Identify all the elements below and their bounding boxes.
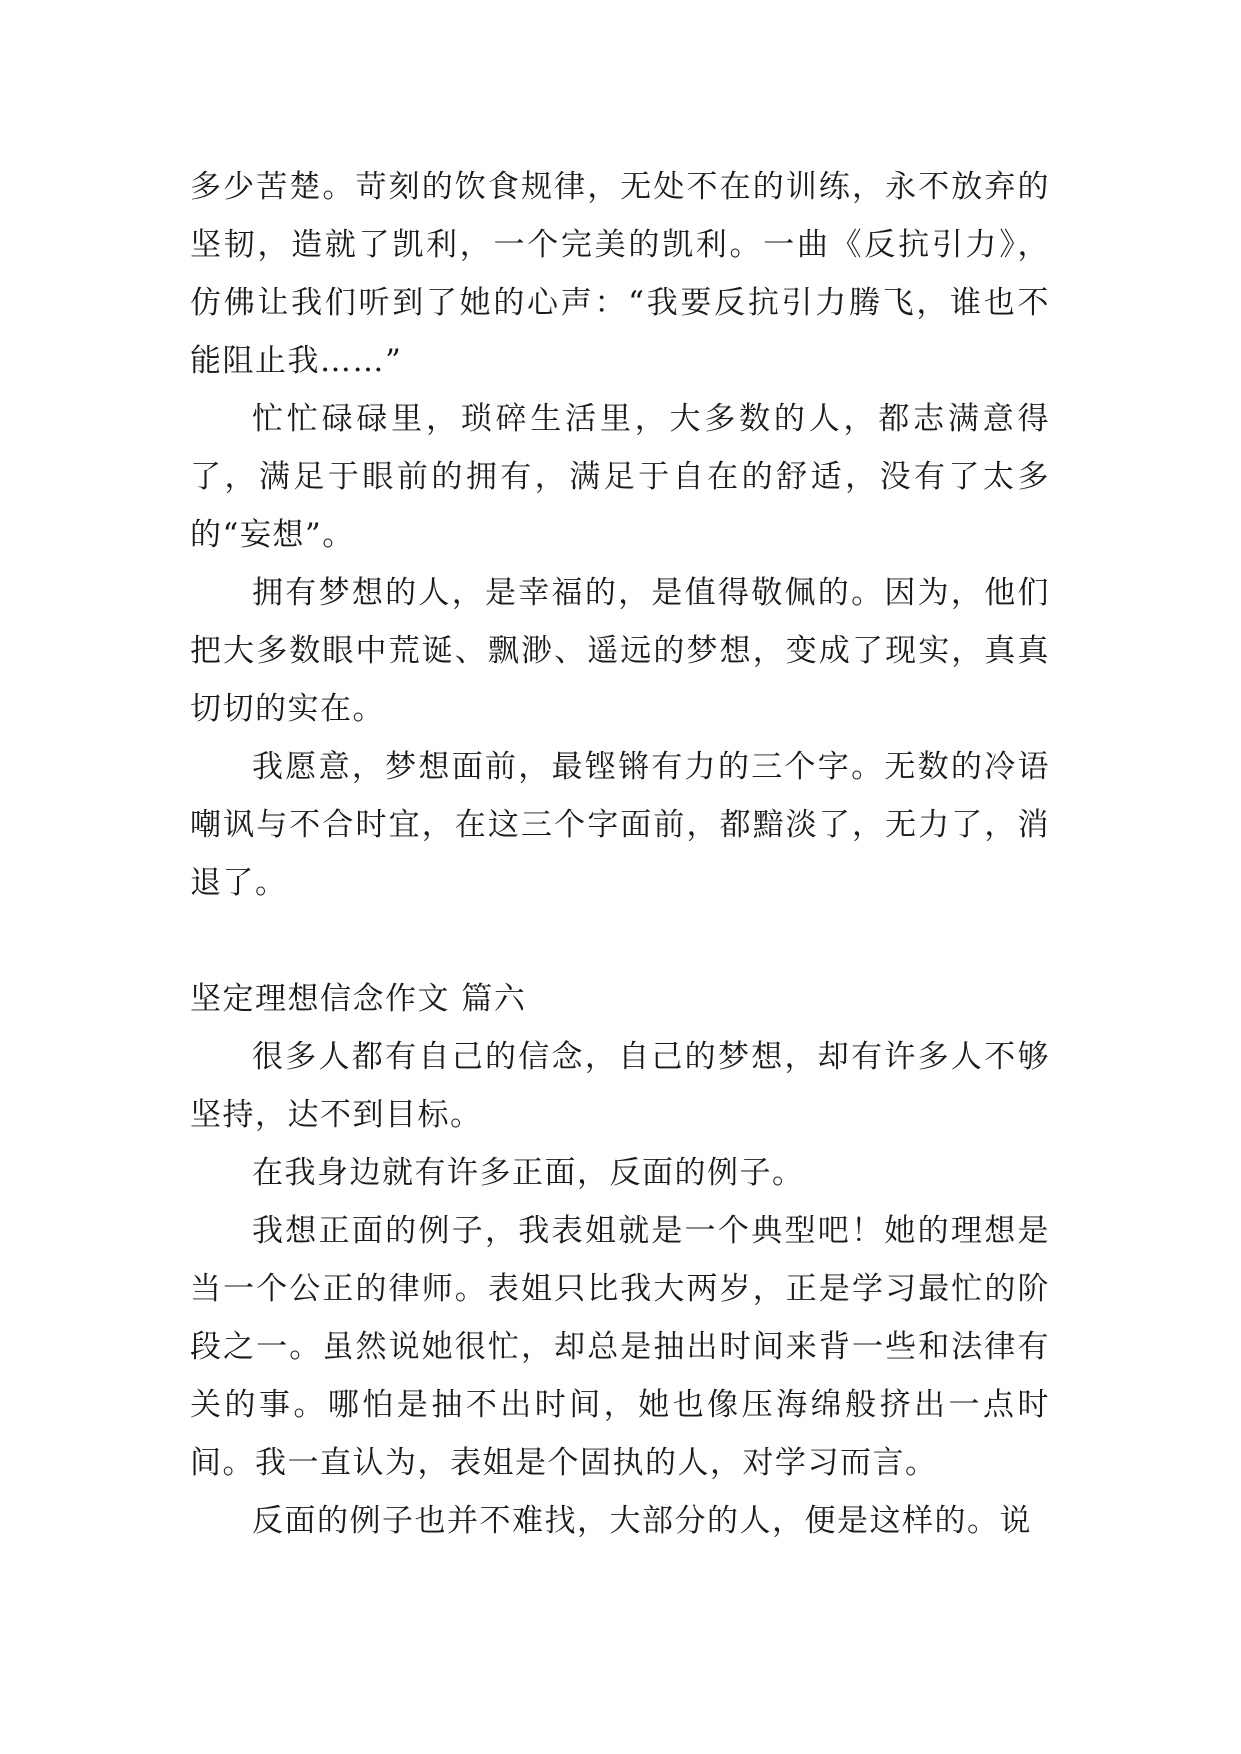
paragraph: 拥有梦想的人，是幸福的，是值得敬佩的。因为，他们把大多数眼中荒诞、飘渺、遥远的梦想，变成了现实，真真切切的实在。: [190, 575, 1050, 727]
paragraph: 很多人都有自己的信念，自己的梦想，却有许多人不够坚持，达不到目标。: [190, 1039, 1050, 1133]
section-spacer: [190, 912, 1050, 970]
document-page: [190, 158, 1050, 1550]
section-heading: 坚定理想信念作文 篇六: [190, 981, 527, 1017]
paragraph: 多少苦楚。苛刻的饮食规律，无处不在的训练，永不放弃的坚韧，造就了凯利，一个完美的凯利。一曲《反抗引力》，仿佛让我们听到了她的心声：“我要反抗引力腾飞，谁也不能阻止我……”: [190, 169, 1050, 379]
paragraph: 我愿意，梦想面前，最铿锵有力的三个字。无数的冷语嘲讽与不合时宜，在这三个字面前，都黯淡了，无力了，消退了。: [190, 749, 1050, 901]
paragraph: 在我身边就有许多正面，反面的例子。: [252, 1155, 805, 1191]
paragraph: 忙忙碌碌里，琐碎生活里，大多数的人，都志满意得了，满足于眼前的拥有，满足于自在的舒适，没有了太多的“妄想”。: [190, 401, 1050, 553]
paragraph: 反面的例子也并不难找，大部分的人，便是这样的。说: [252, 1503, 1032, 1539]
paragraph: 我想正面的例子，我表姐就是一个典型吧！她的理想是当一个公正的律师。表姐只比我大两岁，正是学习最忙的阶段之一。虽然说她很忙，却总是抽出时间来背一些和法律有关的事。哪怕是抽不出时间，她也像压海绵般挤出一点时间。我一直认为，表姐是个固执的人，对学习而言。: [190, 1213, 1050, 1481]
